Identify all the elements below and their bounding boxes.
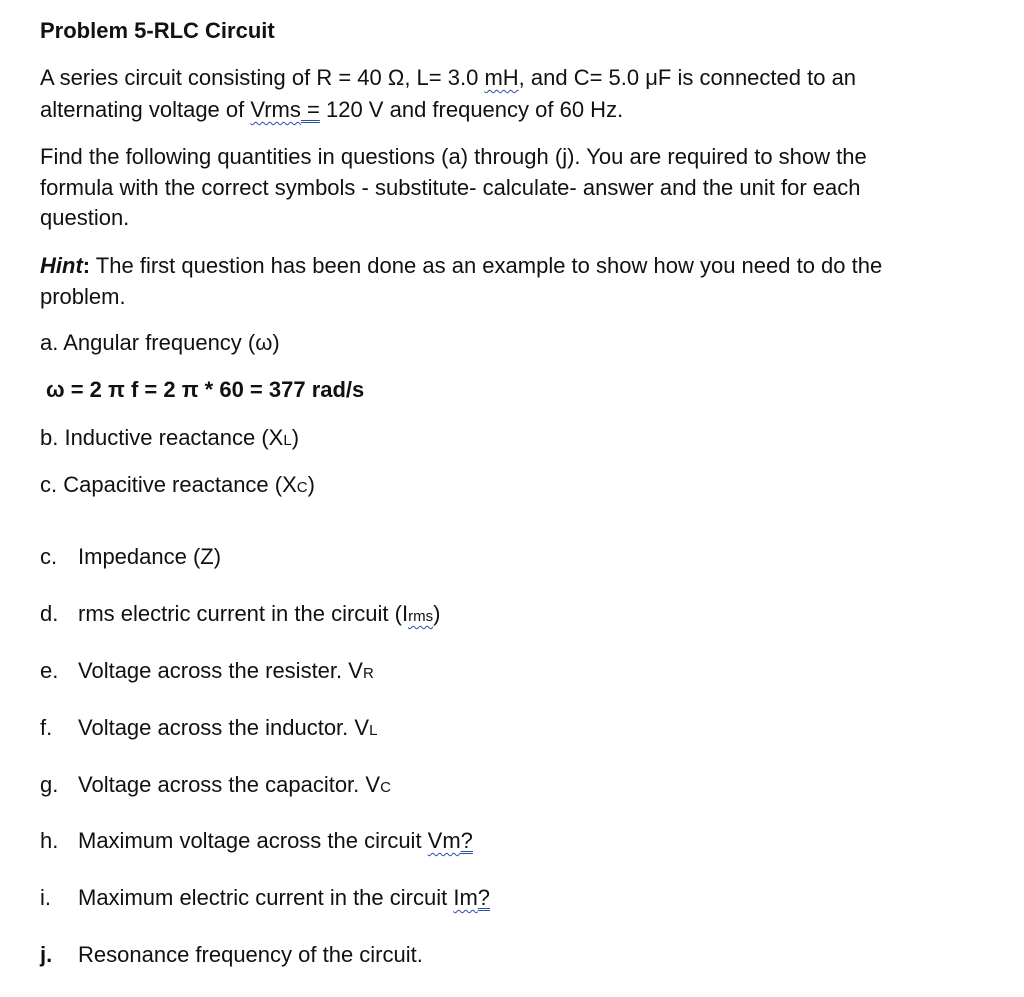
- list-item-e: [40, 657, 374, 688]
- list-marker: j.: [40, 942, 53, 967]
- list-marker: d.: [40, 601, 59, 626]
- list-text: Voltage across the capacitor. V: [78, 772, 381, 797]
- list-marker: e.: [40, 658, 59, 683]
- problem-title: Problem 5-RLC Circuit: [40, 18, 275, 43]
- list-item-c: [40, 543, 221, 571]
- intro-text-cont: , and C= 5.0 μF is connected to an: [518, 65, 857, 90]
- question-c-subscript: C: [296, 479, 308, 496]
- list-text: Maximum voltage across the circuit: [78, 828, 428, 853]
- vl-subscript: L: [369, 722, 378, 739]
- list-marker: g.: [40, 772, 59, 797]
- im-question: ?: [477, 885, 491, 910]
- list-marker: h.: [40, 828, 59, 853]
- instructions-line-3: question.: [40, 205, 130, 230]
- list-text: Impedance (Z): [78, 544, 222, 569]
- intro-text: A series circuit consisting of R = 40 Ω, L= 3.0: [40, 65, 485, 90]
- question-b-subscript: L: [283, 432, 292, 449]
- list-item-g: [40, 771, 391, 802]
- intro-text-2: alternating voltage of: [40, 97, 251, 122]
- list-item-h: [40, 827, 473, 855]
- list-text: Resonance frequency of the circuit.: [78, 942, 423, 967]
- intro-text-2-cont: 120 V and frequency of 60 Hz.: [319, 97, 624, 122]
- question-b-close: ): [291, 425, 300, 450]
- hint-label: Hint: [40, 253, 83, 278]
- list-text: Voltage across the resister. V: [78, 658, 363, 683]
- mh-unit: mH: [484, 65, 519, 90]
- irms-symbol: I: [401, 601, 409, 626]
- list-marker: f.: [40, 715, 53, 740]
- list-marker: c.: [40, 544, 58, 569]
- question-c-text: c. Capacitive reactance (X: [40, 472, 297, 497]
- hint-line-2: problem.: [40, 284, 126, 309]
- list-item-i: [40, 884, 490, 912]
- instructions-line-2: formula with the correct symbols - substitute- calculate- answer and the unit for each: [40, 175, 861, 200]
- question-b: [40, 424, 299, 455]
- question-c-close: ): [307, 472, 315, 497]
- list-item-j: [40, 941, 423, 969]
- im-symbol: Im: [453, 885, 478, 910]
- instructions-line-1: Find the following quantities in questions (a) through (j). You are required to show the: [40, 144, 867, 169]
- question-c: [40, 471, 315, 502]
- vc-subscript: C: [380, 779, 391, 796]
- list-item-d: [40, 600, 440, 631]
- list-text: Voltage across the inductor. V: [78, 715, 370, 740]
- vm-symbol: Vm: [427, 828, 461, 853]
- question-a: a. Angular frequency (ω): [40, 330, 280, 355]
- intro-line-2: [40, 96, 623, 124]
- question-b-text: b. Inductive reactance (X: [40, 425, 284, 450]
- list-text: rms electric current in the circuit (: [78, 601, 402, 626]
- list-item-f: [40, 714, 377, 745]
- vr-subscript: R: [362, 665, 374, 682]
- hint-colon: :: [82, 253, 91, 278]
- vrms-equals: =: [307, 97, 320, 122]
- hint-text: The first question has been done as an example to show how you need to do the: [90, 253, 883, 278]
- vm-question: ?: [460, 828, 473, 853]
- intro-line-1: [40, 64, 856, 92]
- question-a-answer: ω = 2 π f = 2 π * 60 = 377 rad/s: [46, 377, 365, 402]
- list-text: Maximum electric current in the circuit: [78, 885, 454, 910]
- hint-line-1: [40, 252, 882, 280]
- list-close: ): [433, 601, 441, 626]
- vrms-symbol: Vrms: [250, 97, 301, 122]
- list-marker: i.: [40, 885, 51, 910]
- irms-subscript: rms: [408, 608, 434, 625]
